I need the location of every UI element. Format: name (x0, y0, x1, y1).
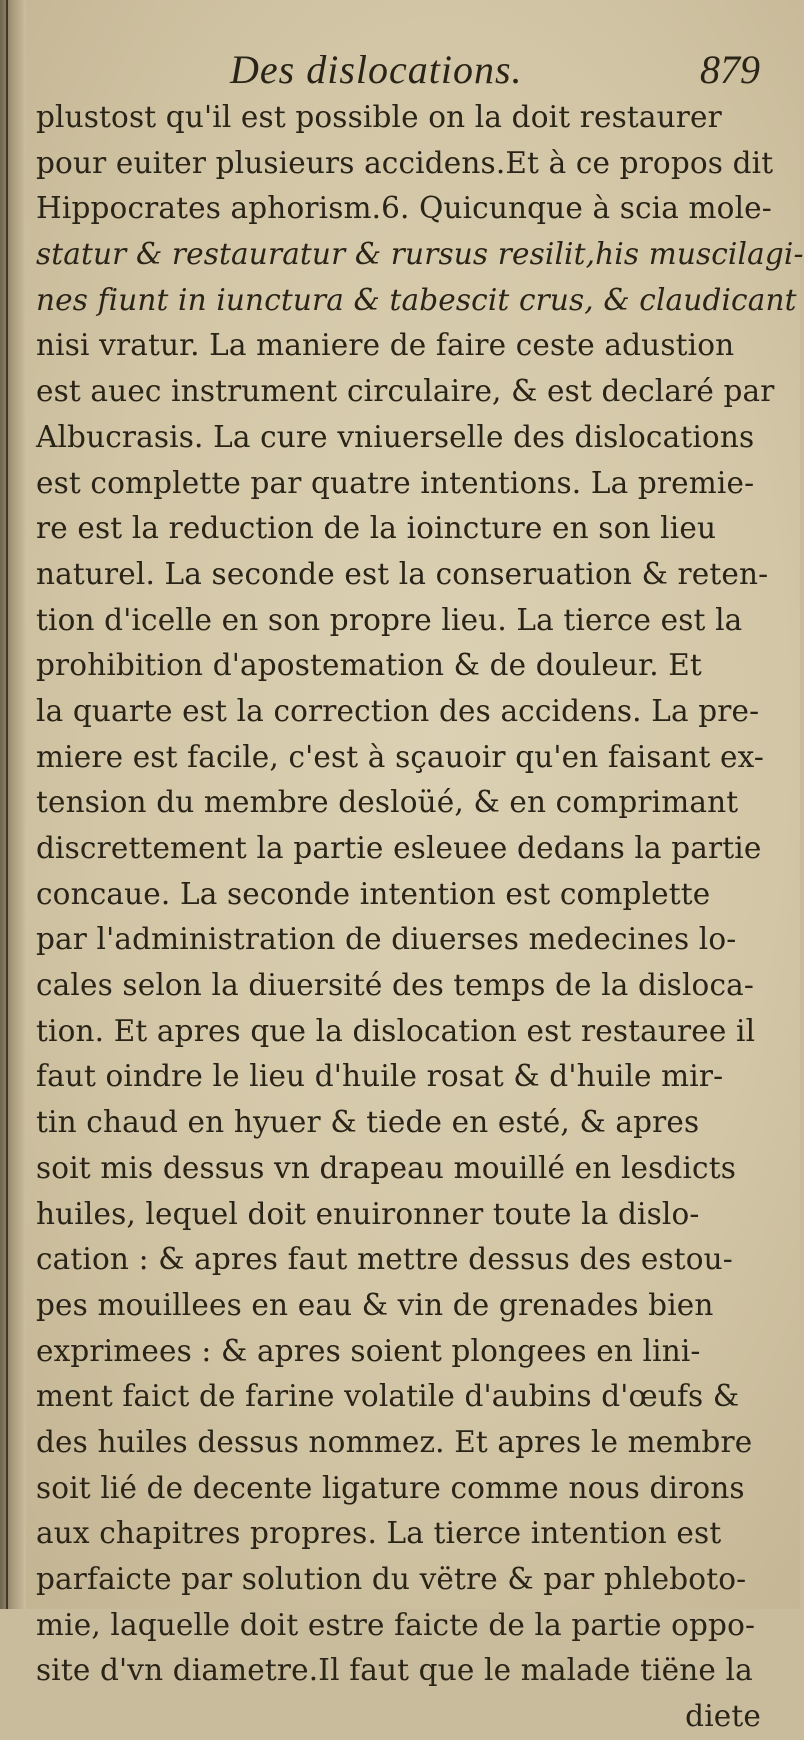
text-line-8: Albucrasis. La cure vniuerselle des dislocations (36, 419, 755, 454)
text-line-9: est complette par quatre intentions. La premie- (36, 465, 755, 500)
gutter-binding-line (6, 0, 8, 1609)
text-line-34: mie, laquelle doit estre faicte de la partie oppo- (36, 1607, 756, 1642)
text-line-15: miere est facile, c'est à sçauoir qu'en faisant ex- (36, 739, 765, 774)
page-gutter (0, 0, 26, 1609)
text-line-28: exprimees : & apres soient plongees en lini- (36, 1333, 701, 1368)
catchword: diete (685, 1699, 761, 1734)
page-header (220, 44, 760, 92)
text-line-26: cation : & apres faut mettre dessus des estou- (36, 1242, 733, 1277)
text-line-11: naturel. La seconde est la conseruation & reten- (36, 556, 769, 591)
text-line-5: nes fiunt in iunctura & tabescit crus, & claudicant (36, 282, 797, 317)
text-line-27: pes mouillees en eau & vin de grenades bien (36, 1287, 714, 1322)
text-line-6: nisi vratur. La maniere de faire ceste adustion (36, 328, 735, 363)
text-line-13: prohibition d'apostemation & de douleur. Et (36, 648, 702, 683)
text-line-33: parfaicte par solution du vëtre & par phleboto- (36, 1562, 747, 1596)
text-line-31: soit lié de decente ligature comme nous dirons (36, 1470, 745, 1505)
text-line-1: plustost qu'il est possible on la doit restaurer (36, 100, 722, 134)
body-text (36, 95, 804, 1740)
text-line-3: Hippocrates aphorism.6. Quicunque à scia mole- (36, 191, 772, 226)
text-line-16: tension du membre desloüé, & en comprimant (36, 785, 739, 820)
text-line-35: site d'vn diametre.Il faut que le malade tiëne la (36, 1653, 753, 1688)
text-line-17: discrettement la partie esleuee dedans la partie (36, 831, 762, 865)
text-line-21: tion. Et apres que la dislocation est restauree il (36, 1013, 756, 1048)
text-line-2: pour euiter plusieurs accidens.Et à ce propos dit (36, 145, 774, 180)
text-line-30: des huiles dessus nommez. Et apres le membre (36, 1424, 753, 1459)
text-line-32: aux chapitres propres. La tierce intention est (36, 1516, 722, 1551)
text-line-7: est auec instrument circulaire, & est declaré par (36, 374, 775, 409)
text-line-29: ment faict de farine volatile d'aubins d'œufs & (36, 1379, 740, 1414)
text-line-19: par l'administration de diuerses medecines lo- (36, 922, 737, 957)
page-number: 879 (700, 47, 760, 92)
text-line-23: tin chaud en hyuer & tiede en esté, & apres (36, 1105, 700, 1140)
text-line-18: concaue. La seconde intention est complette (36, 876, 711, 911)
text-line-25: huiles, lequel doit enuironner toute la dislo- (36, 1196, 700, 1231)
text-line-22: faut oindre le lieu d'huile rosat & d'huile mir- (36, 1059, 724, 1094)
text-line-24: soit mis dessus vn drapeau mouillé en lesdicts (36, 1150, 737, 1185)
text-line-12: tion d'icelle en son propre lieu. La tierce est la (36, 602, 743, 637)
running-head: Des dislocations. (230, 47, 523, 92)
text-line-10: re est la reduction de la ioincture en son lieu (36, 511, 717, 546)
text-line-20: cales selon la diuersité des temps de la disloca- (36, 968, 754, 1003)
text-line-14: la quarte est la correction des accidens. La pre- (36, 693, 760, 728)
text-line-4: statur & restauratur & rursus resilit,his muscilagi- (36, 237, 804, 272)
